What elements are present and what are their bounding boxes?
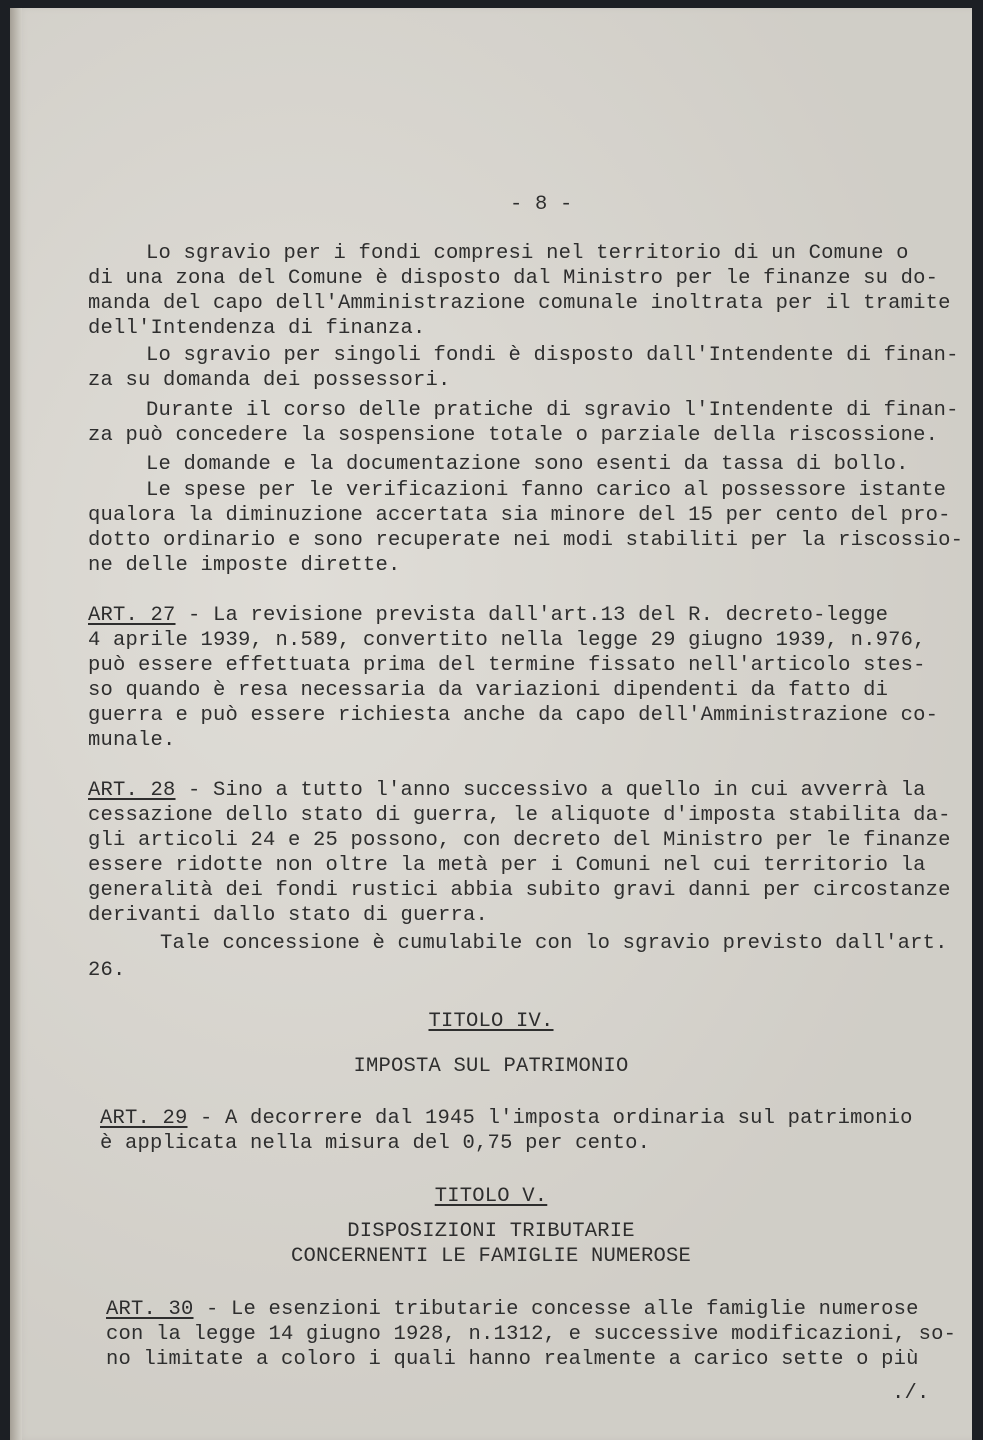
document-page [10,8,972,1440]
page-number: - 8 - [510,193,573,216]
article-label: ART. 29 [100,1107,188,1130]
article-27-first-line [88,604,888,627]
article-label: ART. 30 [106,1298,194,1321]
text-line: - La revisione prevista dall'art.13 del R. decreto-legge [175,604,889,627]
text-line: Le spese per le verificazioni fanno carico al possessore istante [146,479,947,502]
text-line: ne delle imposte dirette. [88,554,401,577]
article-30-first-line [106,1298,919,1321]
text-line: 26. [88,959,126,982]
article-29-first-line [100,1107,913,1130]
text-line: Lo sgravio per singoli fondi è disposto dall'Intendente di finan- [146,344,959,367]
article-label: ART. 28 [88,779,176,802]
article-28-first-line [88,779,926,802]
continuation-mark: ./. [892,1382,930,1405]
text-line: con la legge 14 giugno 1928, n.1312, e successive modificazioni, so- [106,1323,957,1346]
text-line: qualora la diminuzione accertata sia minore del 15 per cento del pro- [88,504,951,527]
text-line: guerra e può essere richiesta anche da capo dell'Amministrazione co- [88,704,939,727]
section-heading: TITOLO V. [434,1185,548,1208]
text-line: può essere effettuata prima del termine fissato nell'articolo stes- [88,654,926,677]
text-line: dell'Intendenza di finanza. [88,317,426,340]
text-line: 4 aprile 1939, n.589, convertito nella legge 29 giugno 1939, n.976, [88,629,926,652]
typewritten-text [10,8,972,1440]
text-line: manda del capo dell'Amministrazione comunale inoltrata per il tramite [88,292,951,315]
text-line: derivanti dallo stato di guerra. [88,904,489,927]
text-line: dotto ordinario e sono recuperate nei modi stabiliti per la riscossio- [88,529,964,552]
text-line: generalità dei fondi rustici abbia subito gravi danni per circostanze [88,879,951,902]
text-line: cessazione dello stato di guerra, le aliquote d'imposta stabilita da- [88,804,951,827]
article-label: ART. 27 [88,604,176,627]
section-subheading: IMPOSTA SUL PATRIMONIO [353,1055,629,1078]
text-line: no limitate a coloro i quali hanno realmente a carico sette o più [106,1348,919,1371]
text-line: za su domanda dei possessori. [88,369,451,392]
text-line: - A decorrere dal 1945 l'imposta ordinaria sul patrimonio [187,1107,913,1130]
section-subheading: DISPOSIZIONI TRIBUTARIE [347,1220,635,1243]
section-subheading: CONCERNENTI LE FAMIGLIE NUMEROSE [290,1245,692,1268]
text-line: so quando è resa necessaria da variazioni dipendenti da fatto di [88,679,889,702]
text-line: - Sino a tutto l'anno successivo a quello in cui avverrà la [175,779,926,802]
text-line: è applicata nella misura del 0,75 per cento. [100,1132,651,1155]
text-line: Le domande e la documentazione sono esenti da tassa di bollo. [146,453,909,476]
text-line: essere ridotte non oltre la metà per i Comuni nel cui territorio la [88,854,926,877]
section-heading: TITOLO IV. [428,1010,554,1033]
text-line: - Le esenzioni tributarie concesse alle famiglie numerose [193,1298,919,1321]
text-line: Durante il corso delle pratiche di sgravio l'Intendente di finan- [146,399,959,422]
text-line: gli articoli 24 e 25 possono, con decreto del Ministro per le finanze [88,829,951,852]
text-line: di una zona del Comune è disposto dal Ministro per le finanze su do- [88,267,939,290]
text-line: munale. [88,729,176,752]
text-line: Lo sgravio per i fondi compresi nel territorio di un Comune o [146,242,909,265]
text-line: Tale concessione è cumulabile con lo sgravio previsto dall'art. [160,932,948,955]
text-line: za può concedere la sospensione totale o parziale della riscossione. [88,424,939,447]
